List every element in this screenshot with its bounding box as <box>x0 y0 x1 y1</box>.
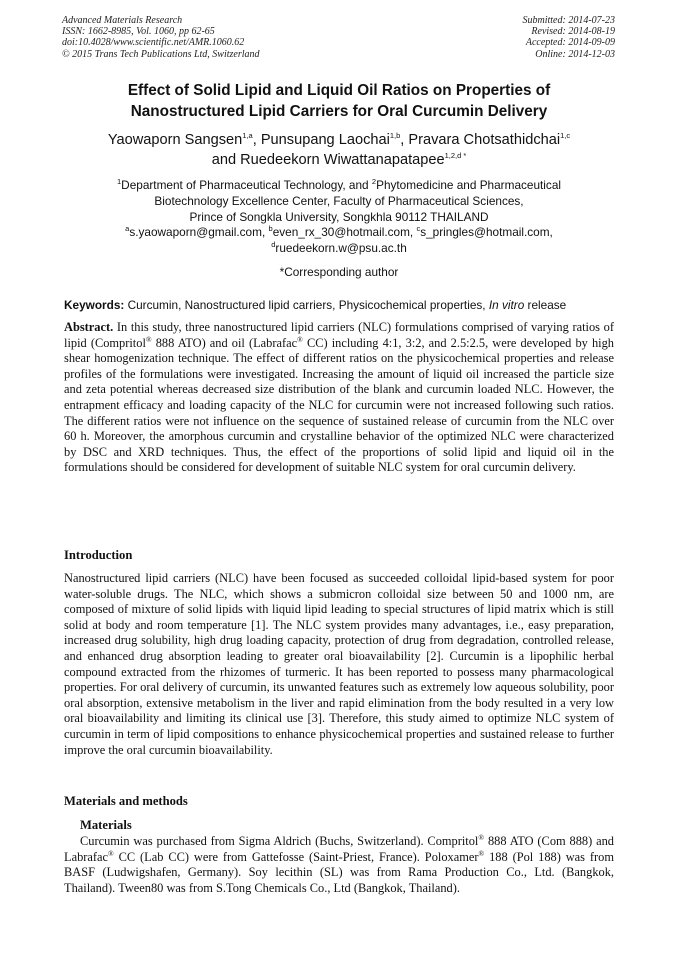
keywords-tail: release <box>527 298 567 312</box>
registered-mark: ® <box>108 848 114 858</box>
materials-span: 888 ATO (Com 888) and Labrafac <box>64 834 614 864</box>
section-heading-introduction: Introduction <box>64 548 133 562</box>
email-link[interactable]: s.yaowaporn@gmail.com, <box>129 225 266 239</box>
email-mark: d <box>271 239 276 249</box>
email-link[interactable]: even_rx_30@hotmail.com, <box>272 225 414 239</box>
affil-text: Phytomedicine and Pharmaceutical <box>376 178 561 192</box>
email-list <box>30 225 648 256</box>
email-mark: b <box>268 224 273 234</box>
section-heading-methods: Materials and methods <box>64 794 188 808</box>
materials-span: 188 (Pol 188) was from BASF (Ludwigshafen, Germany). Soy lecithin (SL) was from Rama Production Co., Ltd. (Bangkok, Thailand). Tween80 was from S.Tong Chemicals Co., Ltd (Bangkok, Thailand). <box>64 849 614 895</box>
author-name: Pravara Chotsathidchai <box>408 132 561 148</box>
author-name: Punsupang Laochai <box>260 132 390 148</box>
corresponding-author-note: *Corresponding author <box>279 265 399 279</box>
accepted-date: Accepted: 2014-09-09 <box>525 37 615 49</box>
registered-mark: ® <box>297 334 303 344</box>
abstract-text: In this study, three nanostructured lipid carriers (NLC) formulations comprised of varying ratios of lipid (Compritol <box>64 320 614 350</box>
journal-info <box>62 15 260 60</box>
email-mark: a <box>125 224 130 234</box>
materials-span: Curcumin was purchased from Sigma Aldrich (Buchs, Switzerland). Compritol <box>80 834 479 848</box>
keywords-italic: In vitro <box>488 298 525 312</box>
materials-span: CC (Lab CC) were from Gattefosse (Saint-Priest, France). Poloxamer <box>118 849 479 864</box>
email-mark: c <box>416 224 421 234</box>
email-link[interactable]: ruedeekorn.w@psu.ac.th <box>275 240 407 255</box>
registered-mark: ® <box>478 848 485 858</box>
author-list: Yaowaporn Sangsen$^{1,a}$, Punsupang Laochai$^{1,b}$, Pravara Chotsathidchai$^{1,c}$ and Ruedeekorn Wiwattanapatapee$^{1,2,d *}$ <box>107 131 571 168</box>
author-conjunction: and <box>211 152 237 168</box>
keywords <box>64 297 616 313</box>
affil-line: Biotechnology Excellence Center, Faculty of Pharmaceutical Sciences, <box>154 194 524 208</box>
introduction-text: Nanostructured lipid carriers (NLC) have been focused as succeeded colloidal lipid-based system for poor water-soluble drugs. The NLC, which shows a submicron colloidal size between 50 and 1000 nm, are composed of mixture of solid lipids with liquid lipid leading to special structures of lipid matrix which is still solid at body and room temperature [1]. The NLC system provides many advantages, i.e., easy preparation, increased drug solubility, high drug loading capacity, protection of drug from degradation, controlled release, and enhanced drug absorption leading to greater oral bioavailability [2]. Curcumin is a lipophilic herbal compound extracted from the rhizomes of turmeric. It has been reported to possess many pharmacological properties. For oral delivery of curcumin, its unwanted features such as extremely low aqueous solubility, poor oral absorption, extensive metabolism in the liver and rapid elimination from the body resulted in a very low oral bioavailability and limiting its clinical use [3]. Therefore, this study aimed to optimize NLC system of curcumin in term of lipid compositions to enhance physicochemical properties and sustained release to further improve the oral curcumin bioavailability. <box>64 571 614 757</box>
title-line-1: Effect of Solid Lipid and Liquid Oil Ratios on Properties of <box>127 82 551 99</box>
registered-mark: ® <box>478 832 485 842</box>
author-name: Ruedeekorn Wiwattanapatapee <box>240 152 445 168</box>
keywords-text: Curcumin, Nanostructured lipid carriers, Physicochemical properties, <box>127 298 486 312</box>
abstract <box>64 320 614 476</box>
affil-text: Department of Pharmaceutical Technology, and <box>121 178 369 192</box>
affiliation <box>30 177 648 225</box>
subsection-heading-materials: Materials <box>80 818 132 832</box>
publication-dates <box>523 15 616 60</box>
abstract-text: 888 ATO) and oil (Labrafac <box>155 335 298 350</box>
abstract-label: Abstract. <box>64 320 114 334</box>
online-date: Online: 2014-12-03 <box>535 48 615 60</box>
issn: ISSN: 1662-8985, Vol. 1060, pp 62-65 <box>62 26 215 38</box>
submitted-date: Submitted: 2014-07-23 <box>522 15 615 26</box>
abstract-text: CC) including 4:1, 3:2, and 2.5:2.5, were developed by high shear homogenization technique. The effect of different ratios on the physicochemical properties and release profiles of the formulations were investigated. Increasing the amount of liquid oil increased the particle size and zeta potential whereas decreased size distribution of the blank and curcumin loaded NLC. However, the entrapment efficacy and loading capacity of the NLC for curcumin were not increased following such ratios. The different ratios were not influence on the sequence of sustained release of curcumin from the NLC over 60 h. Moreover, the amorphous curcumin and crystalline behavior of the optimized NLC were characterized by DSC and XRD techniques. Thus, the effect of the proportions of solid lipid and liquid oil in the formulations should be considered for development of suitable NLC system for oral curcumin delivery. <box>64 335 614 475</box>
revised-date: Revised: 2014-08-19 <box>531 26 615 38</box>
affil-number: 2 <box>371 177 377 187</box>
author-affil-mark: 1,a <box>242 131 253 141</box>
doi: doi:10.4028/www.scientific.net/AMR.1060.62 <box>62 37 245 49</box>
author-affil-mark: 1,b <box>389 131 401 141</box>
author-affil-mark: 1,c <box>560 131 571 141</box>
materials-text <box>64 834 614 896</box>
keywords-label: Keywords: <box>64 298 125 312</box>
title-line-2: Nanostructured Lipid Carriers for Oral Curcumin Delivery <box>130 103 548 120</box>
registered-mark: ® <box>145 334 152 344</box>
author-name: Yaowaporn Sangsen <box>107 132 243 148</box>
copyright: © 2015 Trans Tech Publications Ltd, Switzerland <box>62 48 260 60</box>
journal-name: Advanced Materials Research <box>62 15 183 26</box>
email-link[interactable]: s_pringles@hotmail.com, <box>420 225 553 239</box>
affil-line: Prince of Songkla University, Songkhla 90112 THAILAND <box>189 210 489 224</box>
author-affil-mark: 1,2,d * <box>444 151 467 161</box>
affil-number: 1 <box>117 177 122 187</box>
paper-title <box>40 80 638 122</box>
